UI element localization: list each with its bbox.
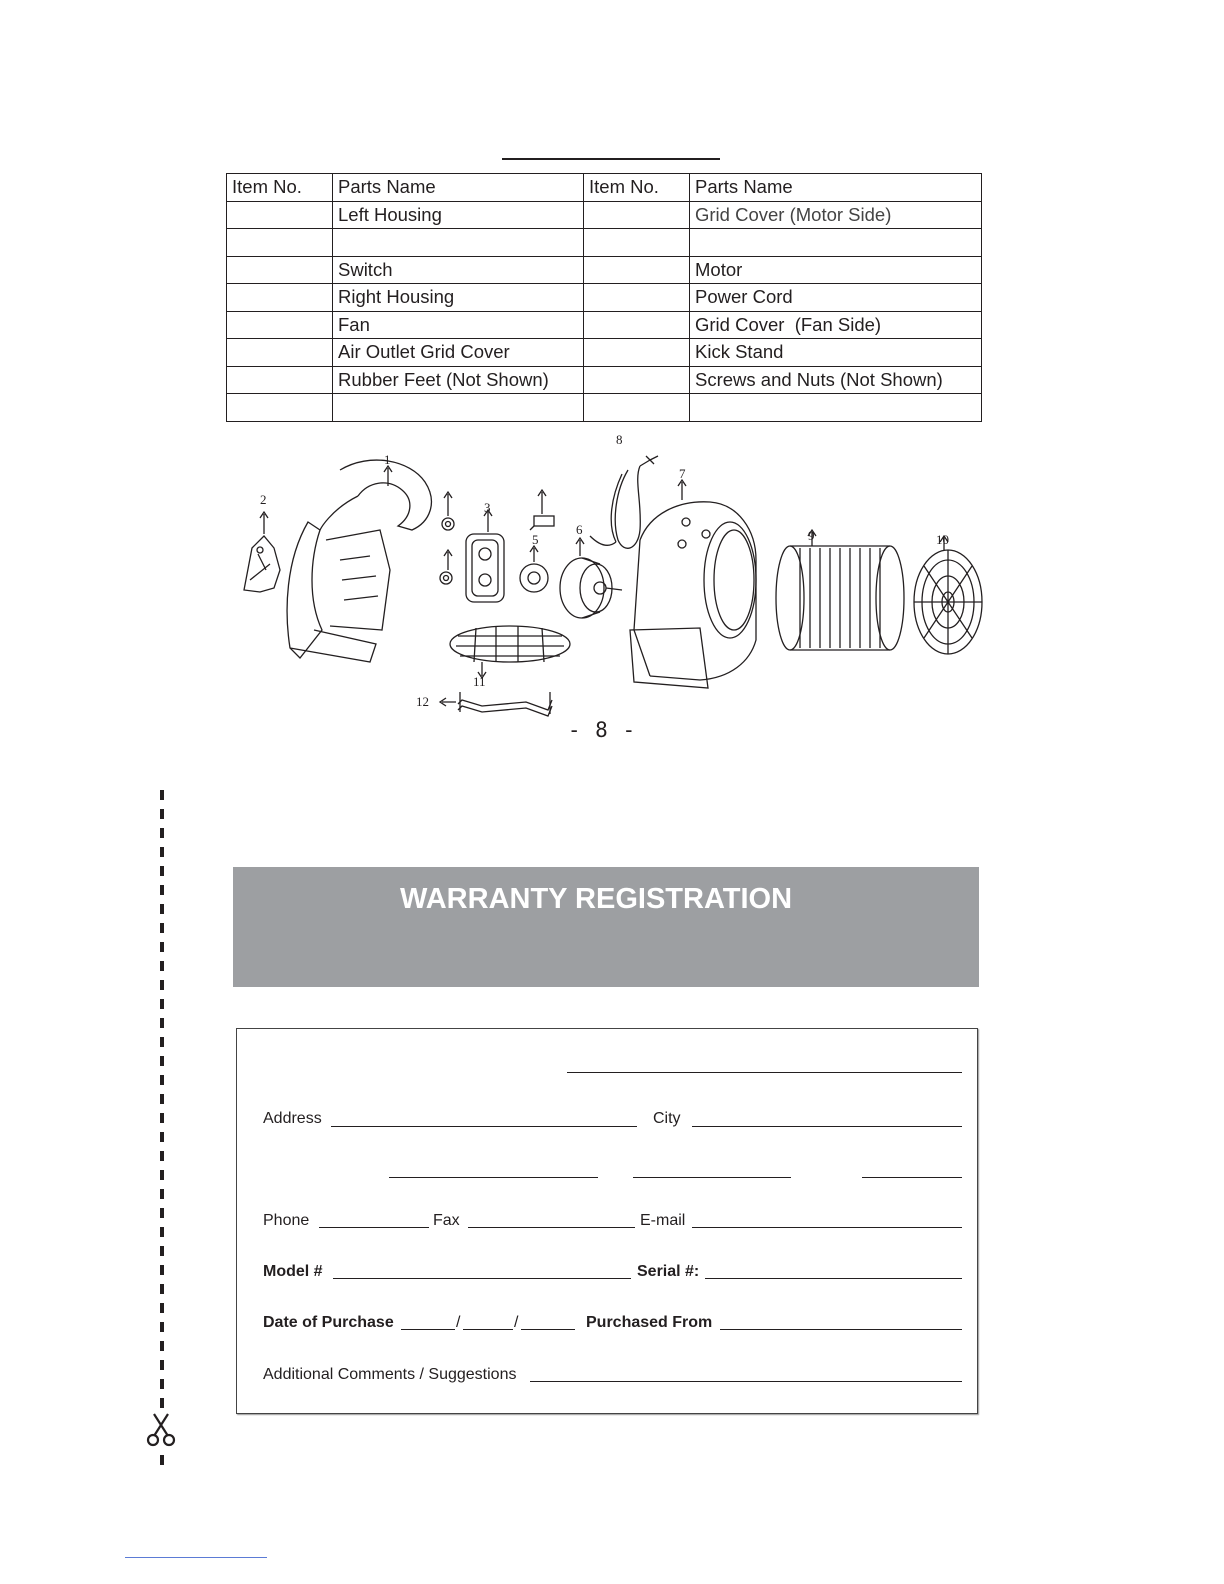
- phone-label: Phone: [263, 1212, 310, 1229]
- serial-label: Serial #:: [637, 1263, 700, 1280]
- email-label: E-mail: [640, 1212, 686, 1229]
- power-cord-drawing: [590, 456, 658, 548]
- comments-field-line[interactable]: [530, 1381, 962, 1382]
- table-row: [227, 339, 982, 367]
- item-no-cell: [227, 229, 333, 257]
- part-name-cell: [690, 394, 982, 422]
- item-no-cell: [227, 339, 333, 367]
- warranty-title: WARRANTY REGISTRATION: [399, 883, 793, 915]
- exploded-view-diagram: [230, 430, 990, 720]
- warranty-form: [236, 1028, 978, 1414]
- scissors-icon: [146, 1412, 176, 1448]
- model-label: Model #: [263, 1263, 323, 1280]
- warranty-banner: [233, 867, 979, 987]
- part-name-cell: Fan: [333, 311, 584, 339]
- callout-5: 5: [532, 532, 539, 547]
- table-row: [227, 256, 982, 284]
- header-cell: Parts Name: [333, 174, 584, 202]
- part-name-cell: Screws and Nuts (Not Shown): [690, 366, 982, 394]
- zip-field-line[interactable]: [633, 1177, 791, 1178]
- part-name-cell: Grid Cover (Motor Side): [690, 201, 982, 229]
- state-field-line[interactable]: [389, 1177, 598, 1178]
- capacitor-drawing: [530, 516, 554, 530]
- callout-8: 8: [616, 432, 623, 447]
- part-name-cell: Rubber Feet (Not Shown): [333, 366, 584, 394]
- email-field-line[interactable]: [692, 1227, 962, 1228]
- table-row: [227, 366, 982, 394]
- header-cell: Item No.: [584, 174, 690, 202]
- purchased-from-label: Purchased From: [586, 1314, 713, 1331]
- cut-line: [160, 790, 164, 1470]
- header-cell: Item No.: [227, 174, 333, 202]
- country-field-line[interactable]: [862, 1177, 962, 1178]
- callout-1: 1: [384, 452, 391, 467]
- item-no-cell: [584, 311, 690, 339]
- fax-label: Fax: [433, 1212, 460, 1229]
- part-name-cell: Power Cord: [690, 284, 982, 312]
- name-field-line[interactable]: [567, 1072, 962, 1073]
- motor-drawing: [560, 558, 622, 618]
- date-of-purchase-label: Date of Purchase: [263, 1314, 394, 1331]
- part-name-cell: Left Housing: [333, 201, 584, 229]
- item-no-cell: [584, 284, 690, 312]
- parts-table: [226, 173, 982, 422]
- city-label: City: [653, 1110, 681, 1127]
- part-name-cell: Switch: [333, 256, 584, 284]
- table-row: [227, 201, 982, 229]
- item-no-cell: [584, 339, 690, 367]
- city-field-line[interactable]: [692, 1126, 962, 1127]
- item-no-cell: [584, 201, 690, 229]
- part-name-cell: [690, 229, 982, 257]
- item-no-cell: [584, 256, 690, 284]
- part-name-cell: [333, 394, 584, 422]
- callout-7: 7: [679, 466, 686, 481]
- callout-2: 2: [260, 492, 267, 507]
- page-number: - 8 -: [567, 718, 637, 742]
- part-name-cell: Air Outlet Grid Cover: [333, 339, 584, 367]
- item-no-cell: [584, 366, 690, 394]
- table-header-row: [227, 174, 982, 202]
- phone-field-line[interactable]: [319, 1227, 429, 1228]
- purchase-day-line[interactable]: [463, 1329, 513, 1330]
- callout-10: 10: [936, 532, 949, 547]
- purchase-year-line[interactable]: [521, 1329, 575, 1330]
- item-no-cell: [227, 201, 333, 229]
- purchase-month-line[interactable]: [401, 1329, 455, 1330]
- item-no-cell: [227, 366, 333, 394]
- table-row: [227, 311, 982, 339]
- left-housing-drawing: [287, 460, 431, 662]
- part-name-cell: Kick Stand: [690, 339, 982, 367]
- part-name-cell: Right Housing: [333, 284, 584, 312]
- callout-11: 11: [473, 674, 486, 689]
- callout-3: 3: [484, 500, 491, 515]
- table-row: [227, 284, 982, 312]
- model-field-line[interactable]: [333, 1278, 631, 1279]
- address-field-line[interactable]: [331, 1126, 637, 1127]
- part-name-cell: Motor: [690, 256, 982, 284]
- right-housing-drawing: [630, 502, 756, 688]
- item-no-cell: [584, 229, 690, 257]
- item-no-cell: [227, 256, 333, 284]
- air-outlet-grid-drawing: [450, 626, 570, 662]
- grid-cover-fan-side-drawing: [914, 550, 982, 654]
- switch-plate-drawing: [466, 534, 504, 602]
- part-clip-drawing: [244, 536, 280, 592]
- parts-list-title-rule: [502, 158, 720, 160]
- table-row: [227, 229, 982, 257]
- item-no-cell: [227, 394, 333, 422]
- item-no-cell: [227, 311, 333, 339]
- callout-9: 9: [808, 528, 815, 543]
- address-label: Address: [263, 1110, 322, 1127]
- purchased-from-field-line[interactable]: [720, 1329, 962, 1330]
- header-cell: Parts Name: [690, 174, 982, 202]
- callout-6: 6: [576, 522, 583, 537]
- date-slash: /: [456, 1314, 461, 1331]
- date-slash: /: [514, 1314, 519, 1331]
- fax-field-line[interactable]: [468, 1227, 635, 1228]
- part-name-cell: [333, 229, 584, 257]
- serial-field-line[interactable]: [705, 1278, 962, 1279]
- fan-wheel-drawing: [776, 546, 904, 650]
- footer-rule: [125, 1557, 267, 1558]
- part-name-cell: Grid Cover (Fan Side): [690, 311, 982, 339]
- comments-label: Additional Comments / Suggestions: [263, 1366, 517, 1383]
- callout-12: 12: [416, 694, 429, 709]
- fan-hub-drawing: [520, 564, 548, 592]
- item-no-cell: [227, 284, 333, 312]
- item-no-cell: [584, 394, 690, 422]
- table-row: [227, 394, 982, 422]
- kick-stand-drawing: [458, 692, 552, 716]
